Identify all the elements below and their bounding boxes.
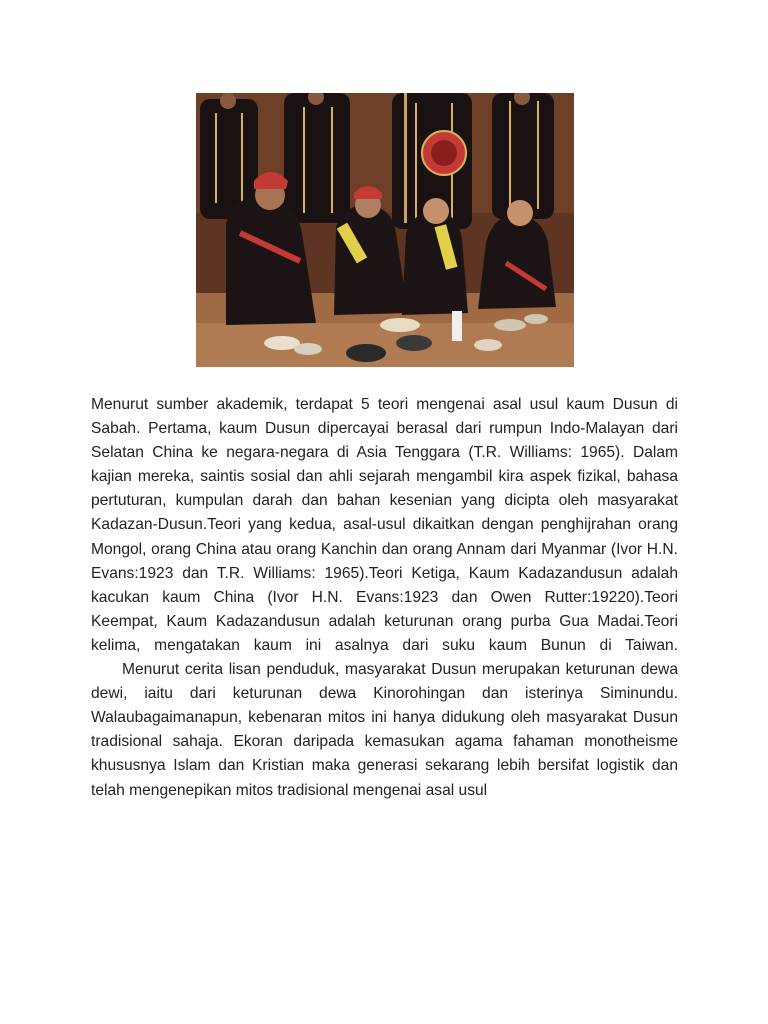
paragraph-theories: Menurut sumber akademik, terdapat 5 teori mengenai asal usul kaum Dusun di Sabah. Pertama, kaum Dusun dipercayai berasal dari rumpun Indo-Malayan dari Selatan China ke negara-negara di Asia Tenggara (T.R. Williams: 1965). Dalam kajian mereka, saintis sosial dan ahli sejarah mengambil kira aspek fizikal, bahasa pertuturan, kumpulan darah dan bahan kesenian yang dicipta oleh masyarakat Kadazan-Dusun.Teori yang kedua, asal-usul dikaitkan dengan penghijrahan orang Mongol, orang China atau orang Kanchin dan orang Annam dari Myanmar (Ivor H.N. Evans:1923 dan T.R. Williams: 1965).Teori Ketiga, Kaum Kadazandusun adalah kacukan kaum China (Ivor H.N. Evans:1923 dan Owen Rutter:19220).Teori Keempat, Kaum Kadazandusun adalah keturunan orang purba Gua Madai.Teori kelima, mengatakan kaum ini asalnya dari suku kaum Bunun di Taiwan. bbox=[91, 396, 678, 654]
paragraph-oral-history: Menurut cerita lisan penduduk, masyarakat Dusun merupakan keturunan dewa dewi, iaitu dari keturunan dewa Kinorohingan dan isterinya Siminundu. Walaubagaimanapun, kebenaran mitos ini hanya didukung oleh masyarakat Dusun tradisional sahaja. Ekoran daripada kemasukan agama fahaman monotheisme khususnya Islam dan Kristian maka generasi sekarang lebih bersifat logistik dan telah mengenepikan mitos tradisional mengenai asal usul bbox=[91, 661, 678, 799]
body-text bbox=[91, 393, 678, 803]
document-photo bbox=[196, 93, 574, 367]
